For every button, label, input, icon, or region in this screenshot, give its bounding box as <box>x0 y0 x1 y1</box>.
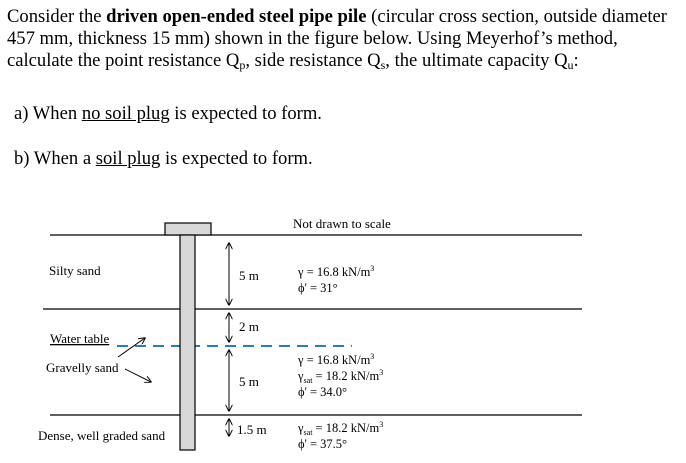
dense-sand-sat-unit-weight: $\gamma_{sat} = 18.2$ $kN/m^3$ <box>298 420 384 437</box>
pile-cap <box>165 223 211 235</box>
option-b-prefix: b) When a <box>14 148 96 169</box>
layer-label-gravelly-sand: Gravelly sand <box>46 360 119 375</box>
question-end: : <box>573 50 579 71</box>
option-b-underlined: soil plug <box>95 148 161 169</box>
pile-shaft <box>180 235 195 450</box>
question-intro: Consider the <box>7 6 107 27</box>
sub-p: p <box>239 58 246 72</box>
sub-u: u <box>567 58 574 72</box>
option-b-suffix: is expected to form. <box>160 148 313 169</box>
layer-label-silty-sand: Silty sand <box>49 263 101 278</box>
water-table-label: Water table <box>50 331 110 346</box>
silty-sand-friction-angle: ϕ' = 31° <box>298 281 338 295</box>
not-to-scale-note: Not drawn to scale <box>293 216 391 231</box>
question-bold: driven open-ended steel pipe pile <box>106 6 367 27</box>
dense-sand-friction-angle: ϕ' = 37.5° <box>298 437 348 451</box>
option-a-prefix: a) When <box>14 103 82 124</box>
question-rest: (circular cross section, outside diameter 457 mm, thickness 15 mm) shown in the figure below. Using Meyerhof’s method, calculate the point resistance Q <box>7 6 667 71</box>
gravelly-sand-unit-weight: γ = 16.8 $kN/m^3$ <box>298 352 375 367</box>
question-mid2: , the ultimate capacity Q <box>385 50 568 71</box>
option-a-suffix: is expected to form. <box>169 103 322 124</box>
option-a-underlined: no soil plug <box>81 103 170 124</box>
layer-label-dense-sand: Dense, well graded sand <box>38 428 166 443</box>
sub-s: s <box>380 58 386 72</box>
gravelly-sand-friction-angle: ϕ' = 34.0° <box>298 385 348 399</box>
question-mid1: , side resistance Q <box>245 50 381 71</box>
water-table-pointer-arrow <box>118 338 145 357</box>
dim-label-2: 2 m <box>239 319 259 334</box>
dim-label-4: 1.5 m <box>237 422 267 437</box>
gravelly-sand-sat-unit-weight: $\gamma_{sat} = 18.2$ $kN/m^3$ <box>298 368 384 385</box>
dim-label-1: 5 m <box>239 268 259 283</box>
silty-sand-unit-weight: γ = 16.8 $kN/m^3$ <box>298 264 375 279</box>
dim-label-3: 5 m <box>239 374 259 389</box>
gravelly-sand-pointer-arrow <box>125 369 151 382</box>
